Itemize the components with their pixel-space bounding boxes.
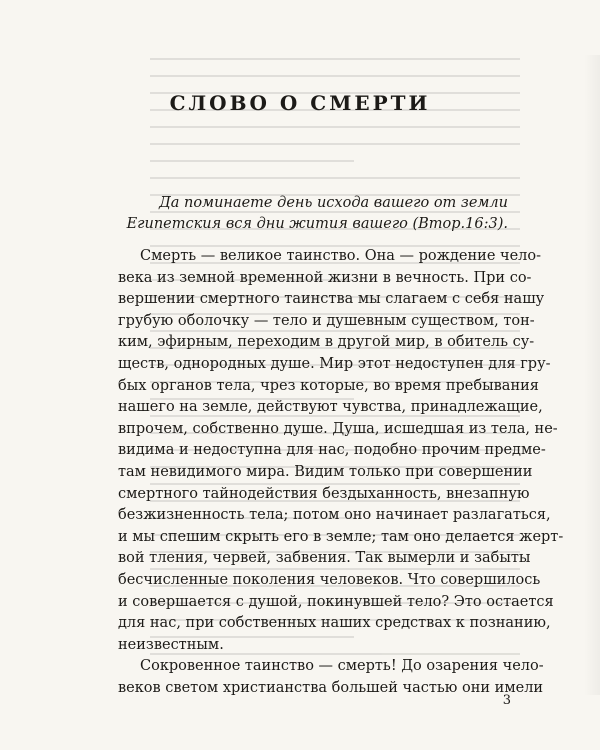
body-line: нашего на земле, действуют чувства, принадлежащие, [118,399,543,416]
body-line: вой тления, червей, забвения. Так вымерли и забыты [118,550,531,567]
epigraph-line: Да поминаете день исхода вашего от земли [158,195,508,211]
body-line: вершении смертного таинства мы слагаем с себя нашу [118,291,545,308]
body-line: Смерть — великое таинство. Она — рождение чело- [140,248,542,264]
body-text [118,246,564,699]
show-through-line [150,143,520,145]
body-line: ким, эфирным, переходим в другой мир, в обитель су- [118,334,535,351]
body-line: впрочем, собственно душе. Душа, исшедшая из тела, не- [118,420,558,437]
body-line: бых органов тела, чрез которые, во время пребывания [118,377,539,394]
body-line: ществ, однородных душе. Мир этот недоступен для гру- [118,355,551,372]
body-line: там невидимого мира. Видим только при совершении [118,463,533,480]
show-through-line [150,75,520,77]
body-line: веков светом христианства большей частью они имели [118,679,544,696]
body-line: и мы спешим скрыть его в земле; там оно делается жерт- [118,528,564,545]
body-line: грубую оболочку — тело и душевным существом, тон- [118,312,535,329]
chapter-title: СЛОВО О СМЕРТИ [169,91,431,115]
body-line: видима и недоступна для нас, подобно прочим предме- [118,442,546,459]
show-through-line [150,58,520,60]
page-number: 3 [502,693,511,708]
epigraph [127,193,508,235]
body-line: Сокровенное таинство — смерть! До озарения чело- [140,658,544,675]
epigraph-line: Египетския вся дни жития вашего (Втор.16:3). [126,216,508,232]
body-line: неизвестным. [118,636,224,653]
page-edge-shadow [584,55,600,695]
body-line: века из земной временной жизни в вечность. При со- [118,269,532,286]
show-through-line [150,160,354,162]
body-line: для нас, при собственных наших средствах к познанию, [118,615,551,632]
body-line: бесчисленные поколения человеков. Что совершилось [118,571,541,588]
body-line: смертного тайнодействия бездыханность, внезапную [118,485,530,502]
show-through-line [150,126,520,128]
body-line: и совершается с душой, покинувшей тело? Это остается [118,593,554,610]
body-line: безжизненность тела; потом оно начинает разлагаться, [118,507,551,524]
show-through-line [150,177,520,179]
